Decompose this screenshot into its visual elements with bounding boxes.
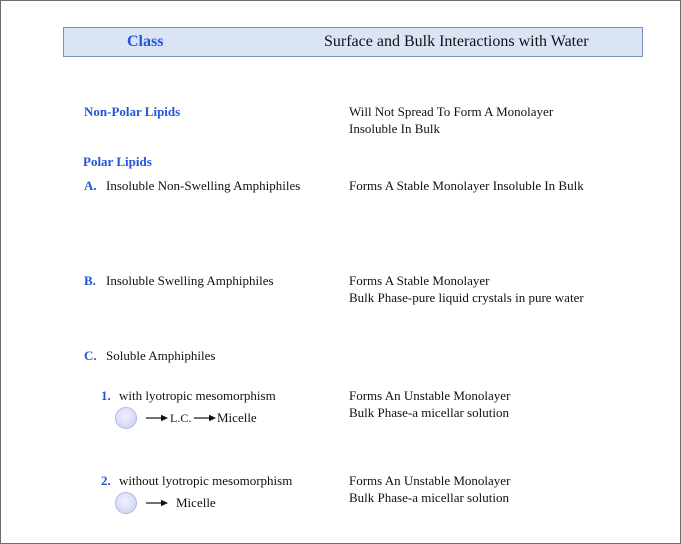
item-b-row (84, 273, 274, 289)
sub2-number: 2. (101, 473, 111, 488)
nonpolar-lipids-label: Non-Polar Lipids (84, 104, 181, 119)
item-a-label: Insoluble Non-Swelling Amphiphiles (106, 178, 301, 193)
header-interactions-label: Surface and Bulk Interactions with Water (324, 33, 589, 50)
sub2-desc-line2: Bulk Phase-a micellar solution (349, 490, 509, 505)
sub1-row (101, 388, 276, 404)
item-a-row (84, 178, 300, 194)
item-b-desc-line1: Forms A Stable Monolayer (349, 273, 490, 288)
sub2-desc-line1: Forms An Unstable Monolayer (349, 473, 511, 488)
sub2-label: without lyotropic mesomorphism (119, 473, 293, 488)
item-a-desc-line1: Forms A Stable Monolayer Insoluble In Bulk (349, 178, 584, 193)
sub1-micelle-label: Micelle (217, 410, 257, 425)
item-c-marker: C. (84, 348, 97, 363)
table-header (63, 27, 643, 57)
item-b-desc-line2: Bulk Phase-pure liquid crystals in pure water (349, 290, 584, 305)
polar-lipids-label: Polar Lipids (83, 154, 152, 169)
sub2-micelle-label: Micelle (176, 495, 216, 510)
sub1-lc-label: L.C. (170, 411, 192, 425)
item-c-row (84, 348, 215, 364)
item-c-label: Soluble Amphiphiles (106, 348, 216, 363)
sub2-arrow-icon (146, 499, 168, 507)
sub2-lipid-circle (115, 492, 137, 514)
header-class-label: Class (127, 33, 164, 50)
sub2-row (101, 473, 292, 489)
nonpolar-desc-line2: Insoluble In Bulk (349, 121, 440, 136)
sub1-number: 1. (101, 388, 111, 403)
sub1-desc-line1: Forms An Unstable Monolayer (349, 388, 511, 403)
sub1-desc-line2: Bulk Phase-a micellar solution (349, 405, 509, 420)
nonpolar-desc-line1: Will Not Spread To Form A Monolayer (349, 104, 554, 119)
item-a-marker: A. (84, 178, 97, 193)
sub1-lipid-circle (115, 407, 137, 429)
item-b-marker: B. (84, 273, 96, 288)
sub1-arrow-1-icon (146, 414, 168, 422)
sub1-label: with lyotropic mesomorphism (119, 388, 276, 403)
sub1-arrow-2-icon (194, 414, 216, 422)
item-b-label: Insoluble Swelling Amphiphiles (106, 273, 274, 288)
